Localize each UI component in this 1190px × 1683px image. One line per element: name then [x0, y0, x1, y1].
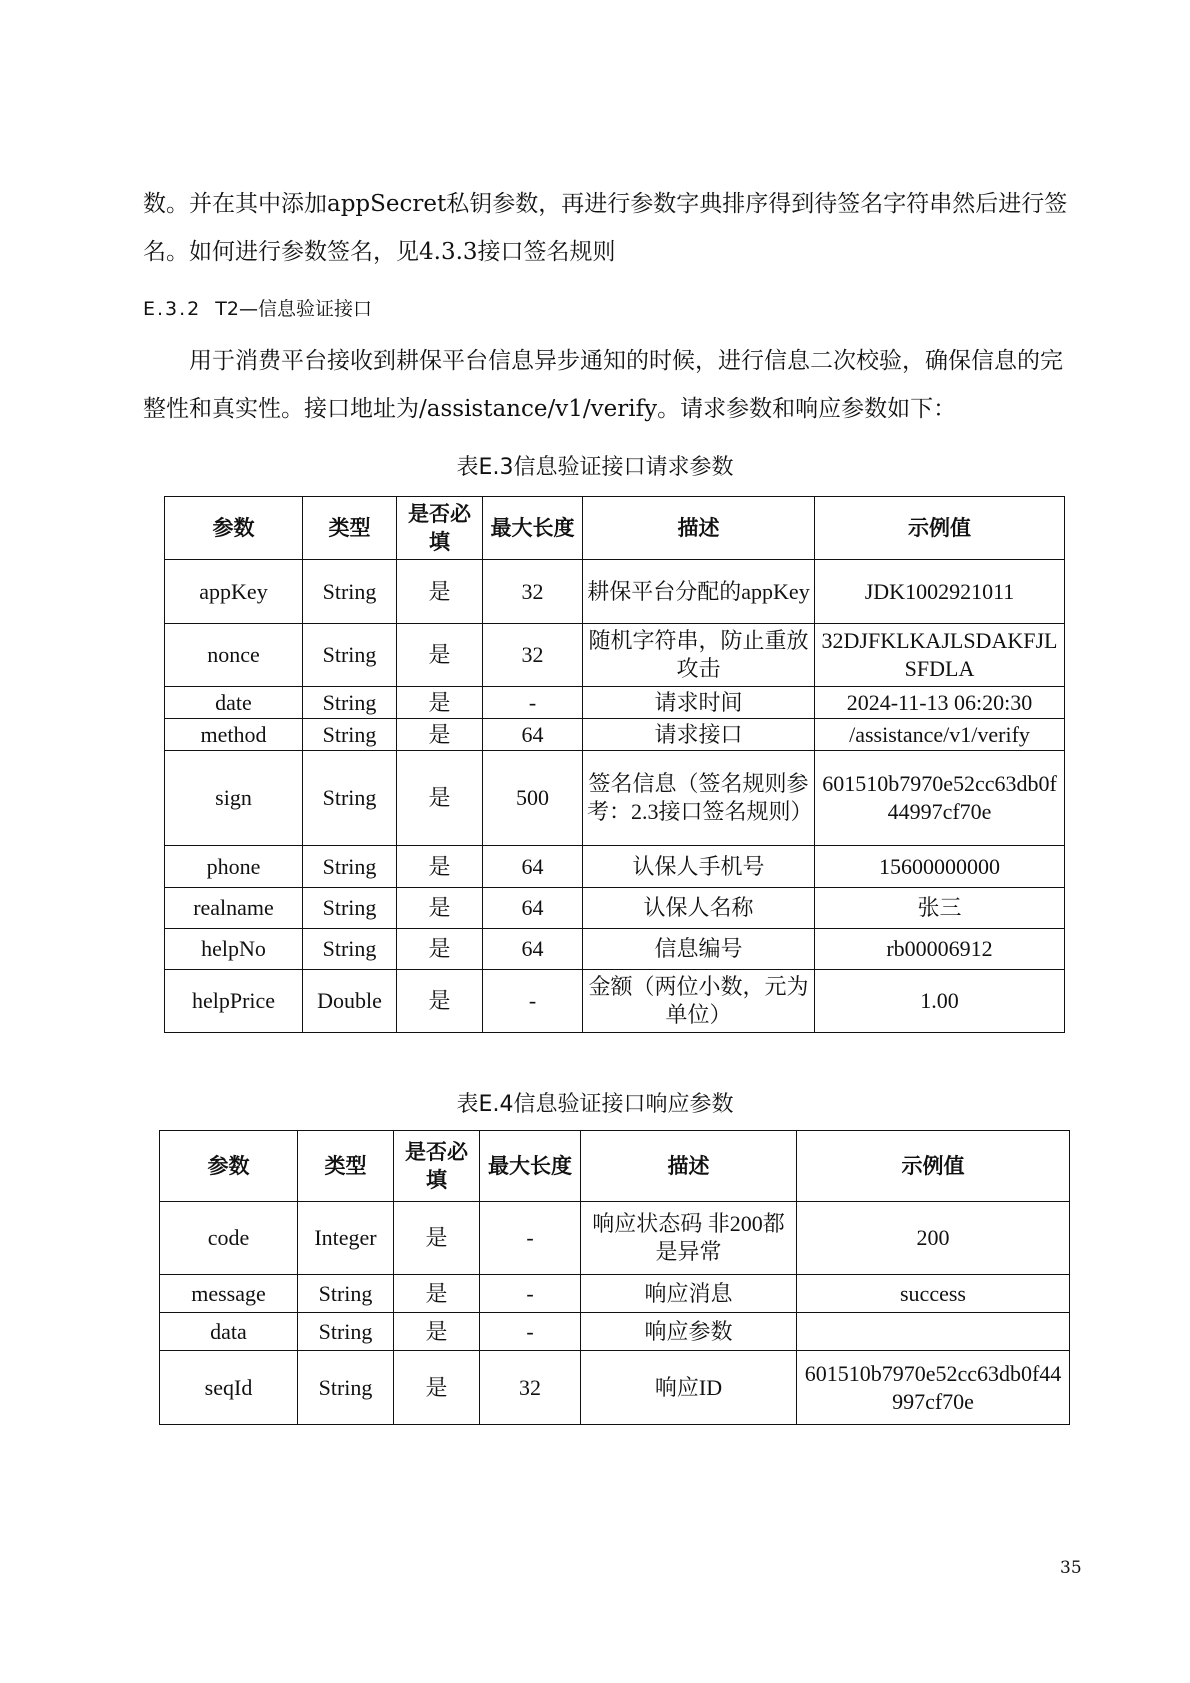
table-row [165, 687, 1065, 719]
header-maxlen: 最大长度 [483, 497, 583, 560]
cell-example: 601510b7970e52cc63db0f44997cf70e [797, 1351, 1070, 1425]
cell-example: JDK1002921011 [815, 560, 1065, 624]
cell-maxlen: 32 [480, 1351, 581, 1425]
section-number: E.3.2 [143, 298, 202, 320]
cell-example: /assistance/v1/verify [815, 719, 1065, 751]
cell-type: String [303, 751, 397, 846]
cell-param: appKey [165, 560, 303, 624]
cell-maxlen: - [480, 1275, 581, 1313]
table1-caption: 表E.3信息验证接口请求参数 [456, 455, 734, 480]
header-required: 是否必填 [394, 1131, 480, 1202]
response-params-table [159, 1130, 1070, 1425]
cell-param: phone [165, 846, 303, 888]
cell-example: rb00006912 [815, 929, 1065, 970]
table-row [160, 1202, 1070, 1275]
paragraph-intro: 数。并在其中添加appSecret私钥参数，再进行参数字典排序得到待签名字符串然后进行签名。如何进行参数签名，见4.3.3接口签名规则 [143, 191, 1068, 265]
cell-example: 32DJFKLKAJLSDAKFJLSFDLA [815, 624, 1065, 687]
table-row [165, 888, 1065, 929]
cell-required: 是 [394, 1202, 480, 1275]
table-row [160, 1313, 1070, 1351]
cell-param: seqId [160, 1351, 298, 1425]
cell-desc: 请求时间 [583, 687, 815, 719]
cell-maxlen: - [480, 1313, 581, 1351]
cell-required: 是 [397, 888, 483, 929]
header-type: 类型 [298, 1131, 394, 1202]
cell-required: 是 [397, 970, 483, 1033]
cell-param: helpNo [165, 929, 303, 970]
cell-desc: 响应状态码 非200都是异常 [581, 1202, 797, 1275]
cell-desc: 响应ID [581, 1351, 797, 1425]
cell-type: String [303, 929, 397, 970]
table-row [165, 751, 1065, 846]
cell-required: 是 [394, 1275, 480, 1313]
cell-desc: 响应参数 [581, 1313, 797, 1351]
cell-param: message [160, 1275, 298, 1313]
header-desc: 描述 [583, 497, 815, 560]
header-type: 类型 [303, 497, 397, 560]
cell-desc: 认保人名称 [583, 888, 815, 929]
cell-desc: 信息编号 [583, 929, 815, 970]
cell-maxlen: 32 [483, 560, 583, 624]
cell-param: helpPrice [165, 970, 303, 1033]
cell-required: 是 [397, 560, 483, 624]
header-param: 参数 [160, 1131, 298, 1202]
cell-desc: 请求接口 [583, 719, 815, 751]
cell-type: String [298, 1351, 394, 1425]
cell-maxlen: 500 [483, 751, 583, 846]
cell-example [797, 1313, 1070, 1351]
cell-type: Integer [298, 1202, 394, 1275]
cell-type: Double [303, 970, 397, 1033]
table-row [165, 970, 1065, 1033]
cell-maxlen: 64 [483, 719, 583, 751]
header-example: 示例值 [815, 497, 1065, 560]
cell-required: 是 [397, 624, 483, 687]
cell-example: 2024-11-13 06:20:30 [815, 687, 1065, 719]
cell-required: 是 [397, 687, 483, 719]
cell-example: success [797, 1275, 1070, 1313]
cell-type: String [303, 846, 397, 888]
table-row [165, 929, 1065, 970]
cell-example: 张三 [815, 888, 1065, 929]
cell-required: 是 [397, 719, 483, 751]
cell-param: method [165, 719, 303, 751]
cell-type: String [303, 888, 397, 929]
cell-required: 是 [394, 1351, 480, 1425]
header-param: 参数 [165, 497, 303, 560]
table-row [165, 846, 1065, 888]
cell-param: data [160, 1313, 298, 1351]
cell-example: 1.00 [815, 970, 1065, 1033]
table-row [160, 1351, 1070, 1425]
table-row [165, 560, 1065, 624]
cell-required: 是 [397, 751, 483, 846]
header-maxlen: 最大长度 [480, 1131, 581, 1202]
cell-required: 是 [394, 1313, 480, 1351]
header-desc: 描述 [581, 1131, 797, 1202]
section-title: T2—信息验证接口 [215, 298, 372, 320]
cell-type: String [298, 1275, 394, 1313]
section-heading [143, 294, 372, 321]
cell-type: String [303, 560, 397, 624]
table-row [160, 1275, 1070, 1313]
cell-maxlen: - [480, 1202, 581, 1275]
cell-example: 15600000000 [815, 846, 1065, 888]
cell-maxlen: 64 [483, 929, 583, 970]
cell-maxlen: - [483, 687, 583, 719]
page-number: 35 [1060, 1558, 1082, 1578]
cell-type: String [303, 719, 397, 751]
cell-param: code [160, 1202, 298, 1275]
cell-example: 200 [797, 1202, 1070, 1275]
cell-desc: 认保人手机号 [583, 846, 815, 888]
cell-type: String [303, 687, 397, 719]
cell-type: String [303, 624, 397, 687]
cell-desc: 金额（两位小数，元为单位） [583, 970, 815, 1033]
header-required: 是否必填 [397, 497, 483, 560]
table2-caption: 表E.4信息验证接口响应参数 [456, 1092, 734, 1117]
cell-type: String [298, 1313, 394, 1351]
cell-example: 601510b7970e52cc63db0f44997cf70e [815, 751, 1065, 846]
table-header-row [165, 497, 1065, 560]
request-params-table [164, 496, 1065, 1033]
header-example: 示例值 [797, 1131, 1070, 1202]
cell-desc: 响应消息 [581, 1275, 797, 1313]
cell-desc: 耕保平台分配的appKey [583, 560, 815, 624]
cell-desc: 签名信息（签名规则参考：2.3接口签名规则） [583, 751, 815, 846]
cell-desc: 随机字符串，防止重放攻击 [583, 624, 815, 687]
cell-param: date [165, 687, 303, 719]
cell-param: nonce [165, 624, 303, 687]
cell-required: 是 [397, 929, 483, 970]
cell-maxlen: 64 [483, 846, 583, 888]
cell-maxlen: 64 [483, 888, 583, 929]
table-row [165, 624, 1065, 687]
cell-param: realname [165, 888, 303, 929]
paragraph-description: 用于消费平台接收到耕保平台信息异步通知的时候，进行信息二次校验，确保信息的完整性和真实性。接口地址为/assistance/v1/verify。请求参数和响应参数如下： [143, 348, 1063, 422]
cell-maxlen: - [483, 970, 583, 1033]
cell-maxlen: 32 [483, 624, 583, 687]
table-header-row [160, 1131, 1070, 1202]
cell-required: 是 [397, 846, 483, 888]
cell-param: sign [165, 751, 303, 846]
table-row [165, 719, 1065, 751]
